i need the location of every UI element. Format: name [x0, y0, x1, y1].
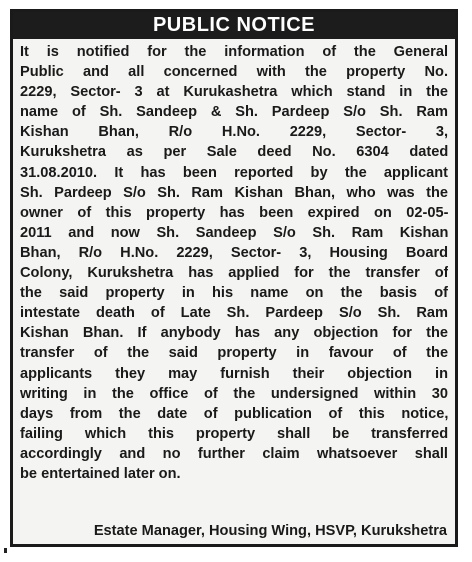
- notice-line: accordingly and no further claim whatsoever shall: [20, 445, 448, 462]
- public-notice: [10, 9, 458, 547]
- notice-line: applicants they may furnish their objection in: [20, 365, 448, 382]
- notice-signature: Estate Manager, Housing Wing, HSVP, Kurukshetra: [93, 523, 447, 539]
- notice-line: owner of this property has been expired on 02-05-: [20, 204, 448, 221]
- notice-line: Kishan Bhan, R/o H.No. 2229, Sector- 3,: [20, 124, 448, 141]
- notice-line: be entertained later on.: [20, 465, 181, 482]
- notice-title: PUBLIC NOTICE: [13, 12, 455, 39]
- notice-line: name of Sh. Sandeep & Sh. Pardeep S/o Sh. Ram: [20, 104, 448, 121]
- notice-line: Colony, Kurukshetra has applied for the transfer of: [20, 265, 448, 282]
- notice-line: writing in the office of the undersigned within 30: [20, 385, 448, 402]
- page-corner-mark: [4, 548, 7, 553]
- notice-line: Kurukshetra as per Sale deed No. 6304 dated: [20, 144, 448, 161]
- notice-line: Kishan Bhan. If anybody has any objection for the: [20, 325, 448, 342]
- notice-body: [13, 39, 455, 484]
- notice-line: the said property in his name on the basis of: [20, 285, 448, 302]
- notice-line: 2229, Sector- 3 at Kurukashetra which stand in the: [20, 84, 448, 101]
- notice-line: Bhan, R/o H.No. 2229, Sector- 3, Housing Board: [20, 244, 448, 261]
- notice-line: intestate death of Late Sh. Pardeep S/o Sh. Ram: [20, 305, 448, 322]
- notice-line: 31.08.2010. It has been reported by the applicant: [20, 164, 448, 181]
- notice-line: It is notified for the information of the General: [20, 44, 448, 60]
- notice-line: failing which this property shall be transferred: [20, 425, 448, 442]
- notice-line: transfer of the said property in favour of the: [20, 345, 448, 362]
- notice-line: days from the date of publication of this notice,: [20, 405, 448, 422]
- notice-line: Public and all concerned with the property No.: [20, 64, 448, 81]
- notice-line: Sh. Pardeep S/o Sh. Ram Kishan Bhan, who was the: [20, 184, 448, 201]
- notice-line: 2011 and now Sh. Sandeep S/o Sh. Ram Kishan: [20, 224, 448, 241]
